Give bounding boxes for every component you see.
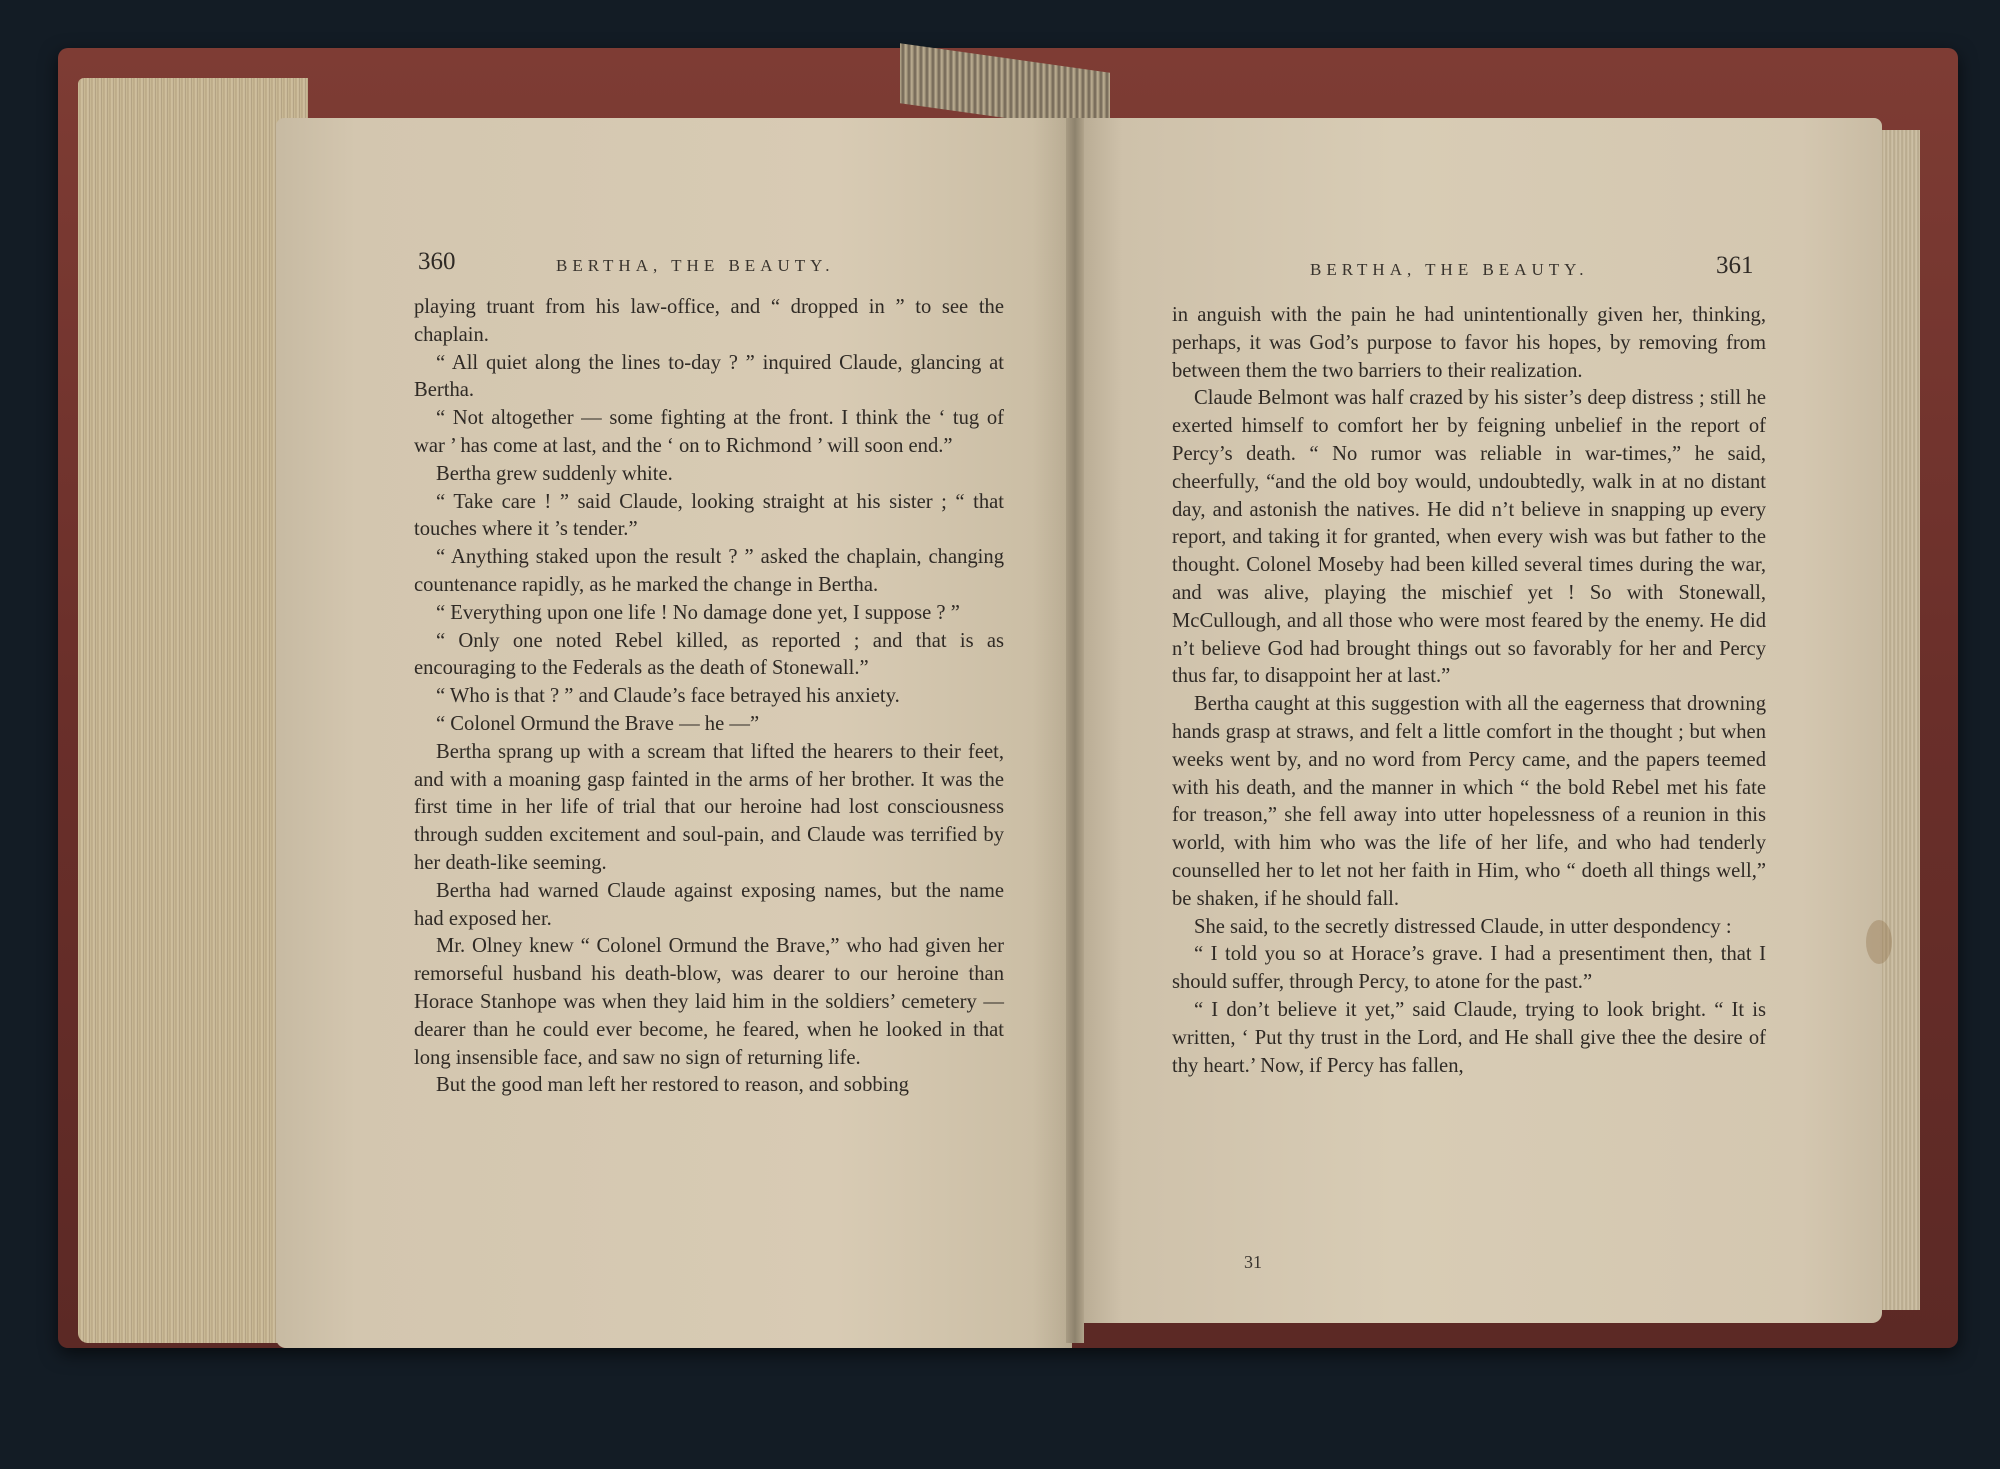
right-page-text (1172, 302, 1766, 1080)
paragraph: Mr. Olney knew “ Colonel Ormund the Brave,” who had given her remorseful husband his death-blow, was dearer to our heroine than Horace Stanhope was when they laid him in the soldiers’ cemetery — dearer than he could ever become, he feared, when he looked in that long insensible face, and saw no sign of returning life. (414, 935, 1004, 1069)
paragraph: Bertha grew suddenly white. (436, 462, 673, 485)
paragraph: But the good man left her restored to reason, and sobbing (436, 1074, 909, 1097)
paper-stain (1866, 920, 1892, 964)
paragraph: “ Take care ! ” said Claude, looking straight at his sister ; “ that touches where it ’s tender.” (414, 490, 1004, 541)
paragraph: “ I don’t believe it yet,” said Claude, trying to look bright. “ It is written, ‘ Put thy trust in the Lord, and He shall give thee the desire of thy heart.’ Now, if Percy has fallen, (1172, 998, 1766, 1077)
paragraph: “ I told you so at Horace’s grave. I had a presentiment then, that I should suffer, through Percy, to atone for the past.” (1172, 943, 1766, 994)
page-number-left: 360 (418, 248, 456, 275)
left-page-text (414, 294, 1004, 1100)
paragraph: Claude Belmont was half crazed by his sister’s deep distress ; still he exerted himself to comfort her by feigning unbelief in the report of Percy’s death. “ No rumor was reliable in war-times,” he said, cheerfully, “and the old boy would, undoubtedly, walk in at no distant day, and astonish the natives. He did n’t believe in snapping up every report, and taking it for granted, when every wish was but father to the thought. Colonel Moseby had been killed several times during the war, and was alive, playing the mischief yet ! So with Stonewall, McCullough, and all those who were most feared by the enemy. He did n’t believe God had brought things out so favorably for her and Percy thus far, to disappoint her at last.” (1172, 387, 1766, 688)
paragraph: “ Only one noted Rebel killed, as reported ; and that is as encouraging to the Federals as the death of Stonewall.” (414, 629, 1004, 680)
running-head-right: BERTHA, THE BEAUTY. (1310, 260, 1589, 279)
paragraph: Bertha sprang up with a scream that lifted the hearers to their feet, and with a moaning gasp fainted in the arms of her brother. It was the first time in her life of trial that our heroine had lost consciousness through sudden excitement and soul-pain, and Claude was terrified by her death-like seeming. (414, 740, 1004, 874)
book-gutter (1066, 118, 1084, 1343)
paragraph: “ Not altogether — some fighting at the front. I think the ‘ tug of war ’ has come at last, and the ‘ on to Richmond ’ will soon end.” (414, 407, 1004, 457)
paragraph: “ Who is that ? ” and Claude’s face betrayed his anxiety. (436, 685, 900, 708)
paragraph: playing truant from his law-office, and “ dropped in ” to see the chaplain. (414, 296, 1004, 346)
paragraph: in anguish with the pain he had unintentionally given her, thinking, perhaps, it was God’s purpose to favor his hopes, by removing from between them the two barriers to their realization. (1172, 304, 1766, 382)
paragraph: Bertha had warned Claude against exposing names, but the name had exposed her. (414, 879, 1004, 930)
paragraph: Bertha caught at this suggestion with all the eagerness that drowning hands grasp at straws, and felt a little comfort in the thought ; but when weeks went by, and no word from Percy came, and the papers teemed with his death, and the manner in which “ the bold Rebel met his fate for treason,” she fell away into utter hopelessness of a reunion in this world, with him who was the life of her life, and who had tenderly counselled her to let not her faith in Him, who “ doeth all things well,” be shaken, if he should fall. (1172, 693, 1766, 910)
paragraph: She said, to the secretly distressed Claude, in utter despondency : (1194, 915, 1732, 938)
paragraph: “ Anything staked upon the result ? ” asked the chaplain, changing countenance rapidly, as he marked the change in Bertha. (414, 546, 1004, 596)
signature-mark: 31 (1244, 1252, 1262, 1272)
page-edges-left (78, 78, 308, 1343)
paragraph: “ Everything upon one life ! No damage done yet, I suppose ? ” (436, 601, 960, 624)
paragraph: “ Colonel Ormund the Brave — he —” (436, 712, 760, 735)
page-number-right: 361 (1716, 252, 1754, 279)
paragraph: “ All quiet along the lines to-day ? ” inquired Claude, glancing at Bertha. (414, 351, 1004, 402)
running-head-left: BERTHA, THE BEAUTY. (556, 256, 835, 275)
